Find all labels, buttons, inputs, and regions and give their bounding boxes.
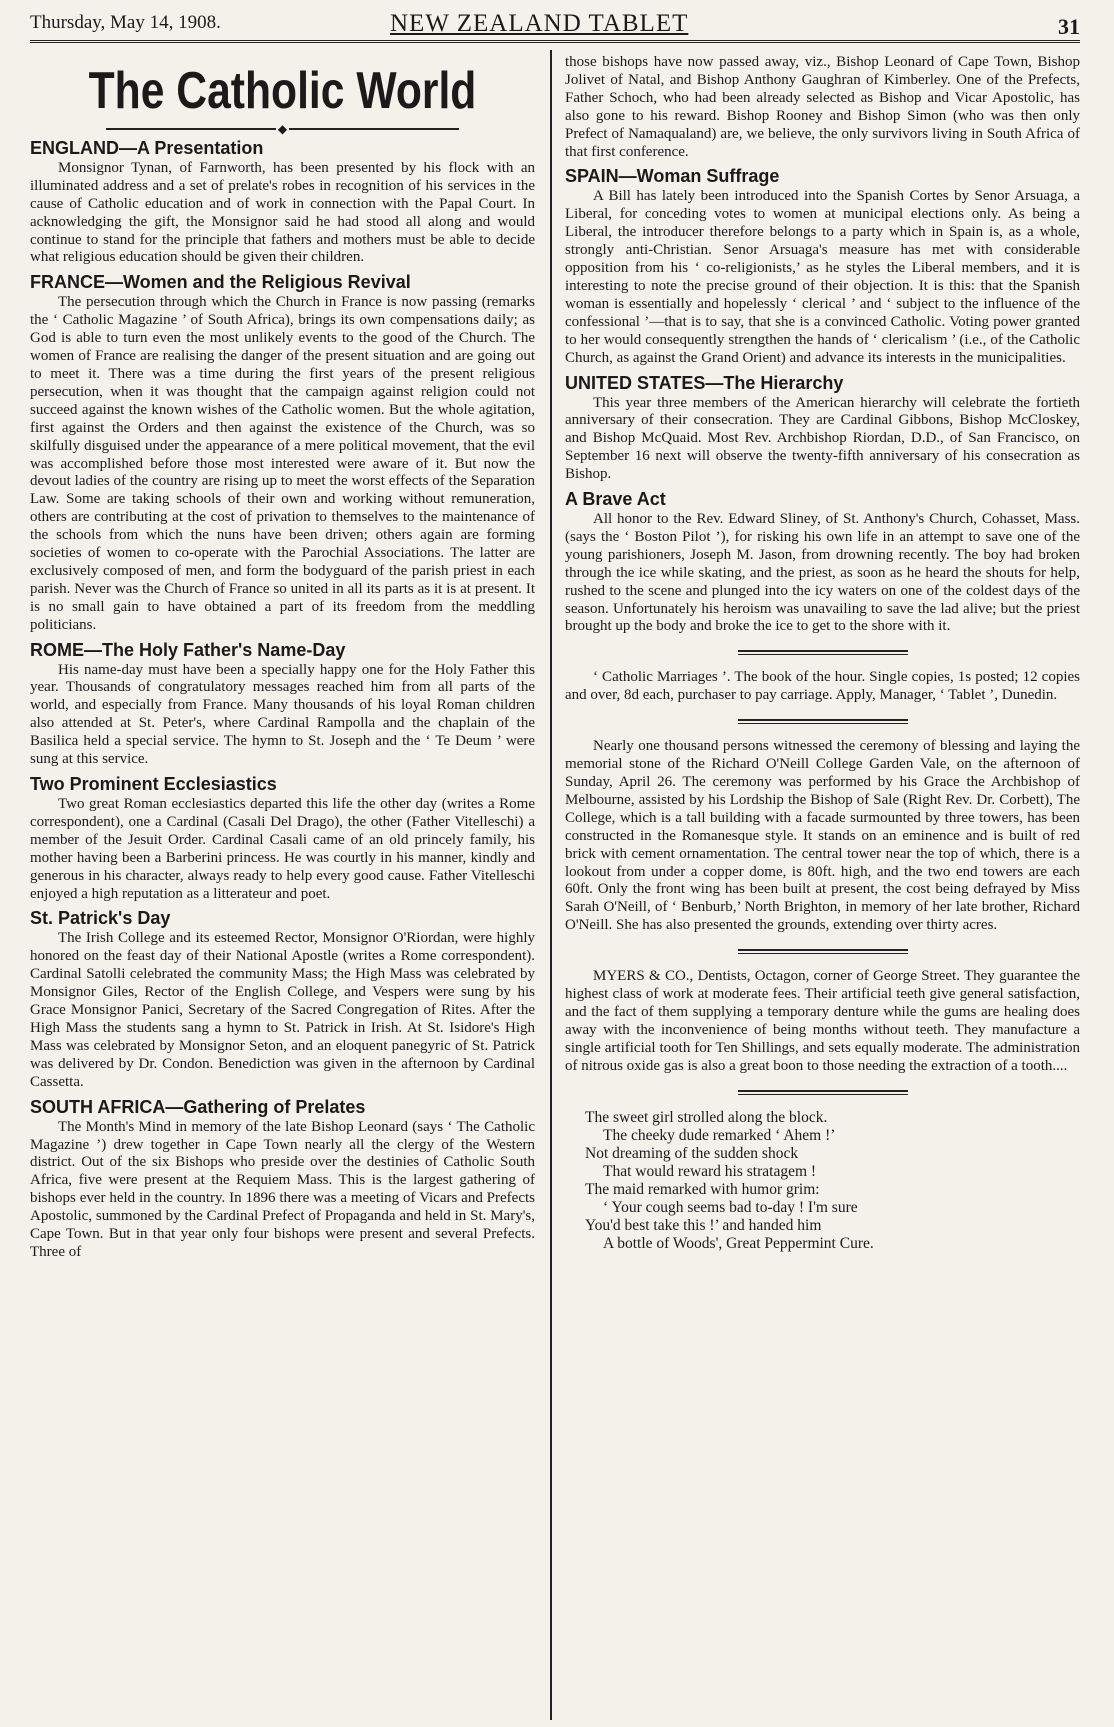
article-heading-rome: ROME—The Holy Father's Name-Day (30, 639, 346, 660)
article-body-rome: His name-day must have been a specially happy one for the Holy Father this year. Thousands of congratulatory messages reached him from all parts of the world, and especially from France. Many thousands of his loyal Roman children also attended at St. Peter's, where Cardinal Rampolla and the chaplain of the Basilica held a special service. The hymn to St. Joseph and the ‘ Te Deum ’ were sung at this service. (30, 661, 535, 768)
article-body-south-africa: The Month's Mind in memory of the late Bishop Leonard (says ‘ The Catholic Magazine ’) drew together in Cape Town nearly all the clergy of the Western district. Out of the six Bishops who preside over the destinies of Catholic South Africa, five were present at the Requiem Mass. This is the largest gathering of bishops ever held in the country. In 1896 there was a meeting of Vicars and Prefects Apostolic, summoned by the Cardinal Prefect of Propaganda and held in St. Mary's, Cape Town. But in that year only four bishops were present and several Prefects. Three of (30, 1118, 535, 1260)
article-body-ecclesiastics: Two great Roman ecclesiastics departed this life the other day (writes a Rome correspondent), one a Cardinal (Casali Del Drago), the other (Father Vitelleschi) a member of the Jesuit Order. Cardinal Casali came of an old princely family, his mother having been a Barberini princess. He was courtly in his manner, kindly and generous in his character, always ready to help every good cause. Father Vitelleschi enjoyed a high reputation as a litterateur and poet. (30, 796, 535, 902)
article-heading-brave-act: A Brave Act (565, 489, 666, 510)
verse-line: You'd best take this !’ and handed him (585, 1216, 822, 1234)
article-heading-ecclesiastics: Two Prominent Ecclesiastics (30, 774, 277, 795)
article-body-united-states: This year three members of the American hierarchy will celebrate the fortieth anniversary of their consecration. They are Cardinal Gibbons, Bishop McCloskey, and Bishop McQuaid. Most Rev. Archbishop Riordan, D.D., of San Francisco, on September 16 next will observe the twenty-fifth anniversary of his consecration as Bishop. (565, 394, 1080, 483)
article-body-south-africa-continued: those bishops have now passed away, viz., Bishop Leonard of Cape Town, Bishop Jolivet of Natal, and Bishop Anthony Gaughran of Kimberley. One of the Prefects, Father Schoch, who had been already selected as Bishop and Vicar Apostolic, has also gone to his reward. Bishop Rooney and Bishop Simon (who was then only Prefect of Namaqualand) are, we believe, the only survivors living in South Africa of that first conference. (565, 54, 1080, 160)
article-body-st-patricks: The Irish College and its esteemed Rector, Monsignor O'Riordan, were highly honored on the feast day of their National Apostle (writes a Rome correspondent). Cardinal Satolli celebrated the community Mass; the High Mass was celebrated by Monsignor Giles, Rector of the English College, and Vespers were sung by his Grace Monsignor Panici, Secretary of the Sacred Congregation of Rites. After the High Mass the students sang a hymn to St. Patrick in Irish. At St. Isidore's High Mass was celebrated by Monsignor Seton, and an eloquent panegyric of St. Patrick was delivered by Dr. Condon. Benediction was given in the afternoon by Cardinal Cassetta. (30, 930, 535, 1090)
issue-date: Thursday, May 14, 1908. (30, 12, 221, 33)
verse-line: That would reward his stratagem ! (603, 1162, 817, 1180)
rule-line (289, 128, 459, 130)
right-column (565, 54, 1080, 1253)
article-heading-spain: SPAIN—Woman Suffrage (565, 166, 780, 187)
article-body-france: The persecution through which the Church in France is now passing (remarks the ‘ Catholic Magazine ’ of South Africa), brings its own compensations daily; as God is able to turn even the most unlikely events to the good of the Church. The women of France are realising the danger of the present situation and are going out to meet it. There was a time during the first years of the present religious persecution, when it was thought that the campaign against religion could not succeed against the known wishes of the Catholic women. But the whole agitation, first against the Orders and then against the existence of the Church, was so skilfully disguised under the appearance of a mere political movement, that the evil was accomplished before those most interested were aware of it. But now the devout ladies of the country are rising up to meet the worst effects of the Separation Law. Some are taking schools of their own and working without remuneration, others are contributing at the cost of privation to themselves to the maintenance of the schools from which the nuns have been driven; others again are forming societies of women to co-operate with the Parochial Associations. The latter are exclusively composed of men, and form the bodyguard of the parish priest in each parish. Never was the Church of France so united in all its parts as it is at present. It is no small gain to have obtained a part of its freedom from the meddling politicians. (30, 294, 535, 633)
notice-catholic-marriages: ‘ Catholic Marriages ’. The book of the hour. Single copies, 1s posted; 12 copies and over, 8d each, purchaser to pay carriage. Apply, Manager, ‘ Tablet ’, Dunedin. (565, 669, 1080, 704)
rule-line (106, 128, 276, 130)
article-heading-united-states: UNITED STATES—The Hierarchy (565, 372, 844, 393)
section-rule (738, 650, 908, 655)
article-body-england: Monsignor Tynan, of Farnworth, has been presented by his flock with an illuminated address and a set of prelate's robes in recognition of his services in the cause of Catholic education and of work in connection with the Papal Court. In acknowledging the gift, the Monsignor said he had stood all along and would continue to stand for the principle that fathers and mothers must be able to decide what religious education should be given their children. (30, 159, 535, 266)
article-heading-france: FRANCE—Women and the Religious Revival (30, 272, 411, 293)
verse-line: The sweet girl strolled along the block. (585, 1108, 828, 1126)
verse-line: ‘ Your cough seems bad to-day ! I'm sure (603, 1198, 858, 1216)
verse-line: The maid remarked with humor grim: (585, 1180, 820, 1198)
article-heading-south-africa: SOUTH AFRICA—Gathering of Prelates (30, 1096, 366, 1117)
section-rule (738, 1090, 908, 1095)
section-banner-title: The Catholic World (88, 62, 477, 120)
verse-line: Not dreaming of the sudden shock (585, 1144, 799, 1162)
notice-college-ceremony: Nearly one thousand persons witnessed the ceremony of blessing and laying the memorial stone of the Richard O'Neill College Garden Vale, on the afternoon of Sunday, April 26. The ceremony was performed by his Grace the Archbishop of Melbourne, assisted by his Lordship the Bishop of Sale (Right Rev. Dr. Corbett), The College, which is a tall building with a facade surmounted by three towers, has been constructed in the Romanesque style. It stands on an eminence and is built of red brick with cement ornamentation. The central tower near the top of which, there is a lookout from under a copper dome, is 80ft. high, and the two end towers are each 60ft. Only the front wing has been built at present, the cost being defrayed by Miss Sarah O'Neill, of ‘ Benburb,’ North Brighton, in memory of her late brother, Richard O'Neill. She has also presented the grounds, extending over thirty acres. (565, 738, 1080, 934)
article-heading-st-patricks: St. Patrick's Day (30, 908, 171, 929)
newspaper-title: NEW ZEALAND TABLET (390, 10, 689, 37)
advertisement-myers-dentists: MYERS & CO., Dentists, Octagon, corner of George Street. They guarantee the highest class of work at moderate fees. Their artificial teeth give general satisfaction, and the fact of them supplying a temporary denture while the gums are healing does away with the inconvenience of being months without teeth. They manufacture a single artificial tooth for Ten Shillings, and sets equally moderate. The administration of nitrous oxide gas is also a great boon to those needing the extraction of a tooth.... (565, 968, 1080, 1074)
peppermint-cure-verse (585, 1109, 1080, 1253)
masthead (30, 6, 1080, 43)
section-rule (738, 949, 908, 954)
banner-rule (30, 121, 535, 136)
verse-line: The cheeky dude remarked ‘ Ahem !’ (603, 1126, 836, 1144)
article-heading-england: ENGLAND—A Presentation (30, 137, 264, 158)
diamond-ornament-icon: ◆ (277, 121, 288, 136)
page-number: 31 (1058, 14, 1080, 39)
left-column (30, 58, 535, 1262)
article-body-brave-act: All honor to the Rev. Edward Sliney, of St. Anthony's Church, Cohasset, Mass. (says the ‘ Boston Pilot ’), for risking his own life in an attempt to save one of the young parishioners, Joseph M. Jason, from drowning recently. The boy had broken through the ice while skating, and the priest, as soon as he heard the shouts for help, rushed to the scene and plunged into the icy waters on one of the coldest days of the season. Unfortunately his heroism was unavailing to save the lad alive; but the priest brought up the body and broke the ice to get to the shore with it. (565, 511, 1080, 635)
section-rule (738, 719, 908, 724)
verse-line: A bottle of Woods', Great Peppermint Cure. (603, 1234, 874, 1252)
article-body-spain: A Bill has lately been introduced into the Spanish Cortes by Senor Arsuaga, a Liberal, for conceding votes to women at municipal elections only. As being a Liberal, the introducer therefore belongs to a party which in Spain is, as a whole, strongly anti-Christian. Senor Arsuaga's measure has met with considerable opposition from his ‘ co-religionists,’ as he styles the Liberal members, and it is interesting to note the precise ground of their objection. It is this: that the Spanish woman is essentially and hopelessly ‘ clerical ’ and ‘ subject to the influence of the confessional ’—that is to say, that she is a convinced Catholic. Voting power granted to her would consequently strengthen the hands of ‘ clericalism ’ (i.e., of the Catholic Church, as against the Grand Orient) and advance its interests in the municipalities. (565, 188, 1080, 366)
column-divider (550, 50, 552, 1720)
